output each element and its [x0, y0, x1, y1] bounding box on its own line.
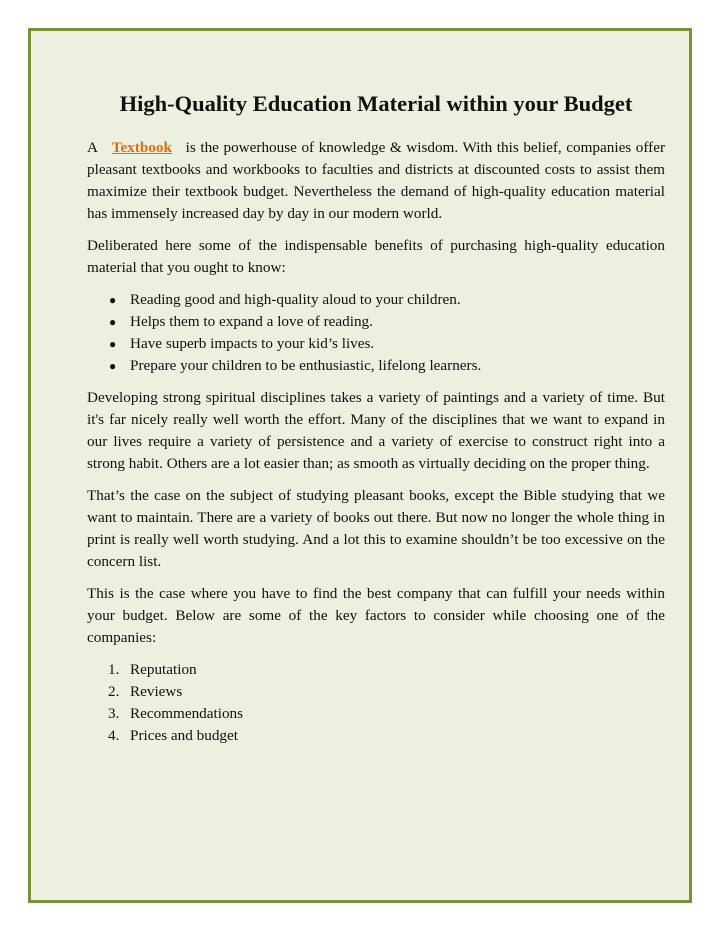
bullet-icon: ● — [109, 293, 117, 307]
books-paragraph: That’s the case on the subject of studying pleasant books, except the Bible studying that we want to maintain. There are a variety of books out there. But now no longer the whole thing in print is really well worth studying. And a lot this to examine shouldn’t be too excessive on the concern list. — [87, 487, 665, 570]
list-item — [109, 333, 665, 355]
intro-paragraph — [87, 137, 665, 225]
intro-prefix: A — [87, 139, 98, 156]
list-number: 1. — [108, 661, 120, 678]
list-item — [109, 289, 665, 311]
document-content — [87, 87, 665, 747]
factors-list — [87, 659, 665, 747]
disciplines-paragraph: Developing strong spiritual disciplines takes a variety of paintings and a variety of time. But it's far nicely really well worth the effort. Many of the disciplines that we want to expand in our lives require a variety of persistence and a variety of exercise to construct right into a strong habit. Others are a lot easier than; as smooth as virtually deciding on the proper thing. — [87, 389, 665, 472]
list-item-text: Reading good and high-quality aloud to your children. — [130, 291, 461, 308]
page-title: High-Quality Education Material within your Budget — [119, 91, 633, 116]
list-item — [108, 725, 665, 747]
bullet-icon: ● — [109, 315, 117, 329]
list-number: 4. — [108, 727, 120, 744]
document-page — [28, 28, 692, 903]
company-paragraph: This is the case where you have to find the best company that can fulfill your needs within your budget. Below are some of the key factors to consider while choosing one of the companies: — [87, 585, 665, 646]
list-item-text: Reviews — [130, 683, 183, 700]
list-item — [109, 311, 665, 333]
list-item — [109, 355, 665, 377]
list-item-text: Prices and budget — [130, 727, 238, 744]
list-item-text: Helps them to expand a love of reading. — [130, 313, 373, 330]
textbook-link[interactable]: Textbook — [111, 139, 172, 156]
list-item-text: Have superb impacts to your kid’s lives. — [130, 335, 375, 352]
bullet-icon: ● — [109, 337, 117, 351]
list-item-text: Recommendations — [130, 705, 244, 722]
benefits-paragraph: Deliberated here some of the indispensable benefits of purchasing high-quality education material that you ought to know: — [87, 237, 665, 276]
list-item-text: Prepare your children to be enthusiastic, lifelong learners. — [130, 357, 482, 374]
benefits-list — [87, 289, 665, 377]
list-number: 2. — [108, 683, 120, 700]
list-number: 3. — [108, 705, 120, 722]
list-item-text: Reputation — [130, 661, 197, 678]
list-item — [108, 681, 665, 703]
bullet-icon: ● — [109, 359, 117, 373]
intro-rest: is the powerhouse of knowledge & wisdom. With this belief, companies offer pleasant textbooks and workbooks to faculties and districts at discounted costs to assist them maximize their textbook budget. Nevertheless the demand of high-quality education material has immensely increased day by day in our modern world. — [87, 139, 666, 222]
list-item — [108, 659, 665, 681]
list-item — [108, 703, 665, 725]
